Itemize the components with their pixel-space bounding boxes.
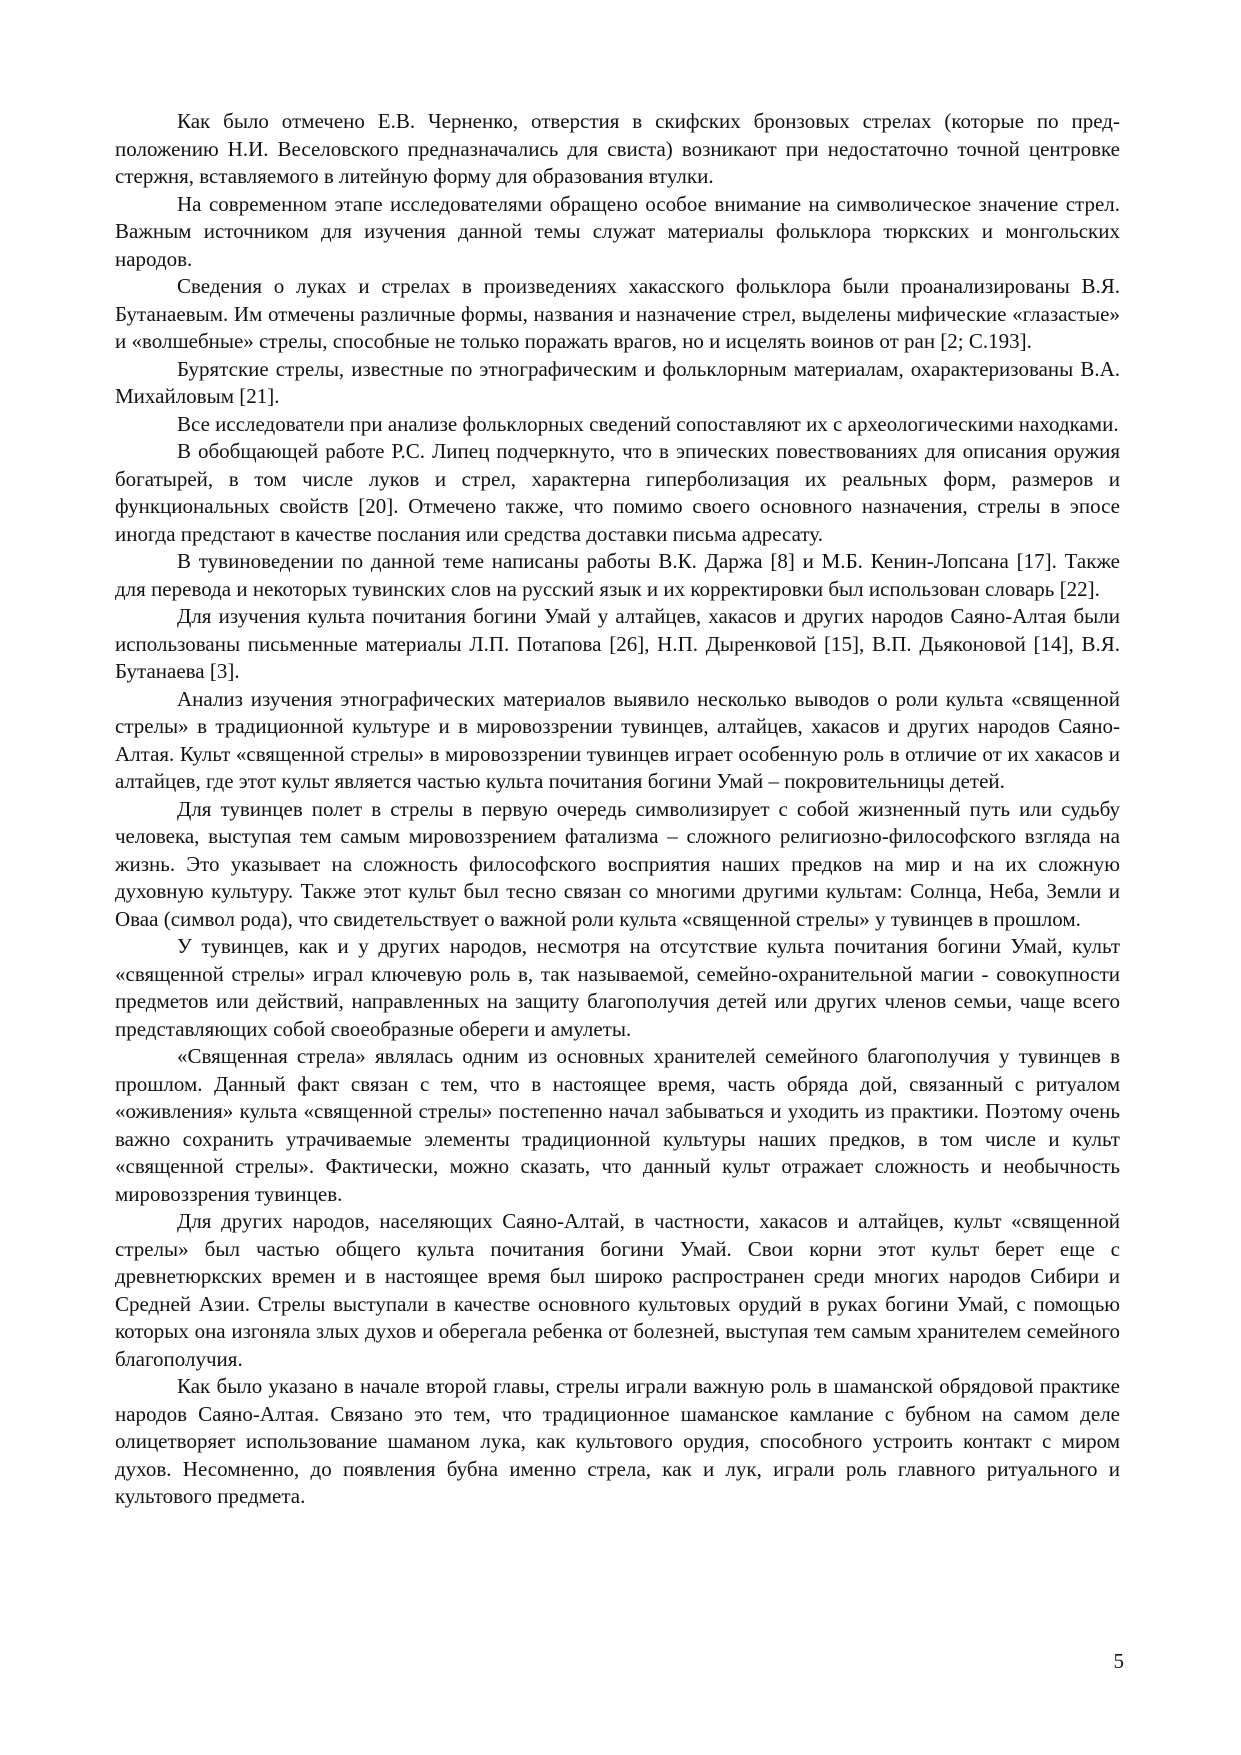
paragraph-10: Для тувинцев полет в стрелы в первую очередь символизирует с собой жизненный путь или судьбу человека, выступая тем самым мировоззрением фатализма – сложного религиозно-философского взгляда на жизнь. Это указывает на сложность философского восприятия наших предков на мир и на их сложную духовную культуру. Также этот культ был тесно связан со многими другими культам: Солнца, Неба, Земли и Оваа (символ рода), что свидетельствует о важной роли культа «священной стрелы» у тувинцев в прошлом. [115, 796, 1120, 931]
page-number: 5 [1113, 1649, 1124, 1673]
paragraph-5: Все исследователи при анализе фольклорных сведений сопоставляют их с археологическими находками. [177, 411, 1119, 436]
paragraph-4: Бурятские стрелы, известные по этнографическим и фольклорным материалам, охарактеризованы В.А. Михайловым [21]. [115, 356, 1120, 408]
paragraph-8: Для изучения культа почитания богини Умай у алтайцев, хакасов и других народов Саяно-Алтая были использованы письменные материалы Л.П. Потапова [26], Н.П. Дыренковой [15], В.П. Дьяконовой [14], В.Я. Бутанаева [3]. [115, 604, 1120, 683]
paragraph-13: Для других народов, населяющих Саяно-Алтай, в частности, хакасов и алтайцев, культ «священной стрелы» был частью общего культа почитания богини Умай. Свои корни этот культ берет еще с древнетюркских времен и в настоящее время был широко распространен среди многих народов Сибири и Средней Азии. Стрелы выступали в качестве основного культовых орудий в руках богини Умай, с помощью которых она изгоняла злых духов и оберегала ребенка от болезней, выступая тем самым хранителем семейного благополучия. [115, 1209, 1120, 1371]
paragraph-14: Как было указано в начале второй главы, стрелы играли важную роль в шаманской обрядовой практике народов Саяно-Алтая. Связано это тем, что традиционное шаманское камлание с бубном на самом деле олицетворяет использование шаманом лука, как культового орудия, способного устроить контакт с миром духов. Несомненно, до появления бубна именно стрела, как и лук, играли роль главного ритуального и культового предмета. [115, 1374, 1120, 1508]
paragraph-1: Как было отмечено Е.В. Черненко, отверстия в скифских бронзовых стрелах (которые по предположению Н.И. Веселовского предназначались для свиста) возникают при недостаточно точной центровке стержня, вставляемого в литейную форму для образования втулки. [115, 109, 1120, 188]
paragraph-11: У тувинцев, как и у других народов, несмотря на отсутствие культа почитания богини Умай, культ «священной стрелы» играл ключевую роль в, так называемой, семейно-охранительной магии - совокупности предметов или действий, направленных на защиту благополучия детей или других членов семьи, чаще всего представляющих собой своеобразные обереги и амулеты. [115, 934, 1120, 1041]
paragraph-6: В обобщающей работе Р.С. Липец подчеркнуто, что в эпических повествованиях для описания оружия богатырей, в том числе луков и стрел, характерна гиперболизация их реальных форм, размеров и функциональных свойств [20]. Отмечено также, что помимо своего основного назначения, стрелы в эпосе иногда предстают в качестве послания или средства доставки письма адресату. [115, 439, 1120, 546]
paragraph-12: «Священная стрела» являлась одним из основных хранителей семейного благополучия у тувинцев в прошлом. Данный факт связан с тем, что в настоящее время, часть обряда дой, связанный с ритуалом «оживления» культа «священной стрелы» постепенно начал забываться и уходить из практики. Поэтому очень важно сохранить утрачиваемые элементы традиционной культуры наших предков, в том числе и культ «священной стрелы». Фактически, можно сказать, что данный культ отражает сложность и необычность мировоззрения тувинцев. [115, 1044, 1120, 1206]
document-body [115, 108, 1120, 1511]
paragraph-9: Анализ изучения этнографических материалов выявило несколько выводов о роли культа «священной стрелы» в традиционной культуре и в мировоззрении тувинцев, алтайцев, хакасов и других народов Саяно-Алтая. Культ «священной стрелы» в мировоззрении тувинцев играет особенную роль в отличие от их хакасов и алтайцев, где этот культ является частью культа почитания богини Умай – покровительницы детей. [115, 686, 1120, 793]
paragraph-2: На современном этапе исследователями обращено особое внимание на символическое значение стрел. Важным источником для изучения данной темы служат материалы фольклора тюркских и монгольских народов. [115, 191, 1120, 271]
paragraph-3: Сведения о луках и стрелах в произведениях хакасского фольклора были проанализированы В.Я. Бутанаевым. Им отмечены различные формы, названия и назначение стрел, выделены мифические «глазастые» и «волшебные» стрелы, способные не только поражать врагов, но и исцелять воинов от ран [2; С.193]. [115, 274, 1120, 353]
paragraph-7: В тувиноведении по данной теме написаны работы В.К. Даржа [8] и М.Б. Кенин-Лопсана [17]. Также для перевода и некоторых тувинских слов на русский язык и их корректировки был использован словарь [22]. [115, 549, 1120, 601]
